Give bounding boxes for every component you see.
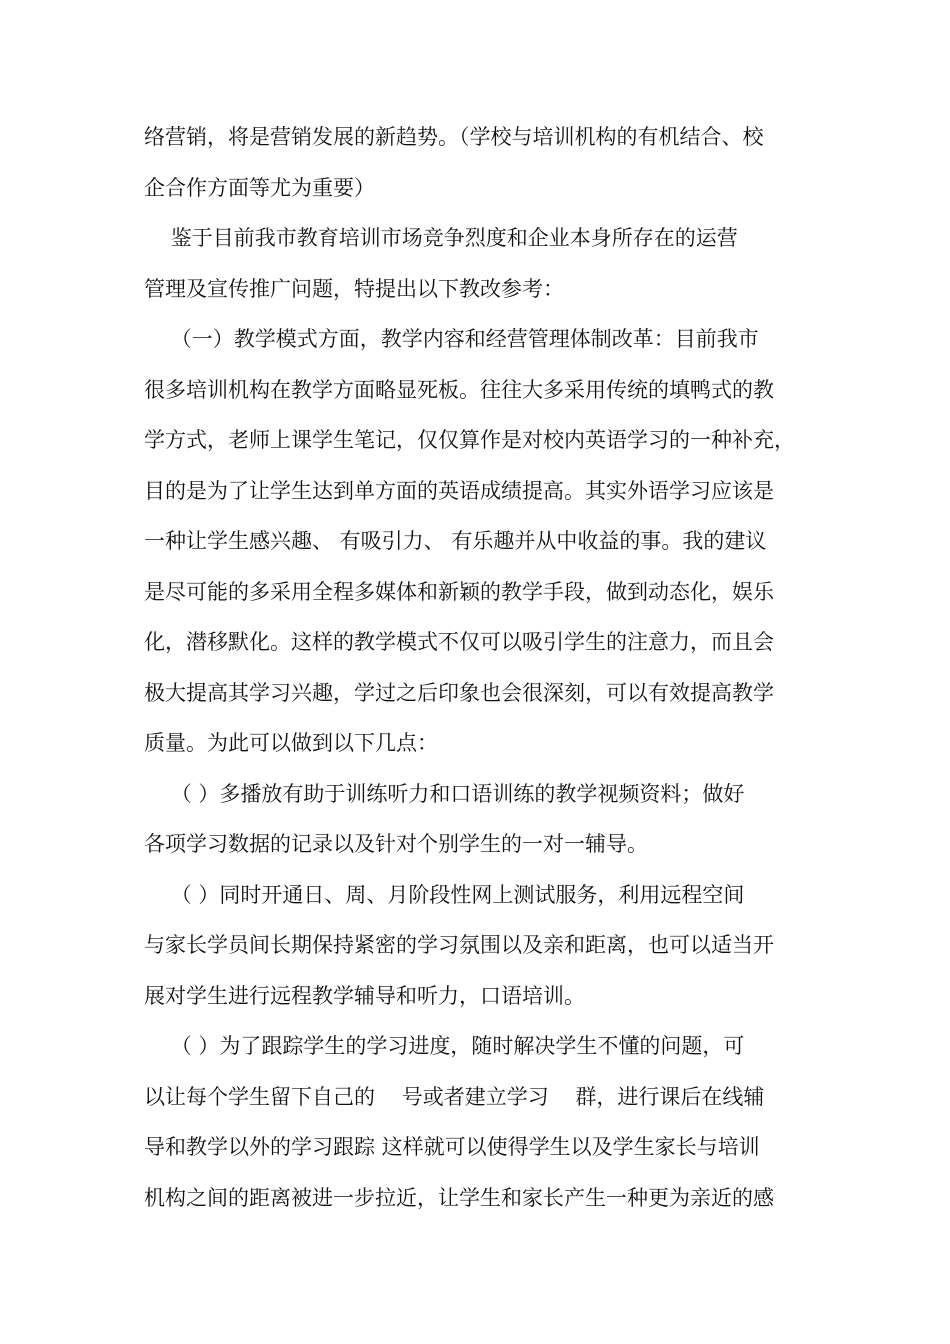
text-line-3: 鉴于目前我市教育培训市场竞争烈度和企业本身所存在的运营 [144,226,738,250]
text-line-14: （ ）多播放有助于训练听力和口语训练的教学视频资料；做好 [144,781,745,806]
text-line-11: 化，潜移默化。这样的教学模式不仅可以吸引学生的注意力，而且会 [144,630,774,654]
text-line-2: 企合作方面等尤为重要） [144,175,375,200]
text-line-9: 一种让学生感兴趣、 有吸引力、 有乐趣并从中收益的事。我的建议 [144,529,767,553]
text-line-15: 各项学习数据的记录以及针对个别学生的一对一辅导。 [144,832,648,856]
text-line-8: 目的是为了让学生达到单方面的英语成绩提高。其实外语学习应该是 [144,478,774,503]
text-line-18: 展对学生进行远程教学辅导和听力，口语培训。 [144,983,585,1008]
text-line-1: 络营销，将是营销发展的新趋势。（学校与培训机构的有机结合、校 [144,125,764,149]
body-text [144,116,806,1227]
text-line-7: 学方式，老师上课学生笔记，仅仅算作是对校内英语学习的一种补充， [144,428,795,452]
text-line-5: （一）教学模式方面，教学内容和经营管理体制改革：目前我市 [144,327,759,351]
text-line-12: 极大提高其学习兴趣，学过之后印象也会很深刻，可以有效提高教学 [144,680,774,705]
text-line-10: 是尽可能的多采用全程多媒体和新颖的教学手段，做到动态化，娱乐 [144,579,774,604]
text-line-19: （ ）为了跟踪学生的学习进度，随时解决学生不懂的问题，可 [144,1034,745,1058]
text-line-16: （ ）同时开通日、周、月阶段性网上测试服务，利用远程空间 [144,882,745,907]
text-line-20: 以让每个学生留下自己的 号或者建立学习 群，进行课后在线辅 [144,1084,765,1109]
text-line-6: 很多培训机构在教学方面略显死板。往往大多采用传统的填鸭式的教 [144,377,774,402]
text-line-13: 质量。为此可以做到以下几点： [144,731,438,755]
text-line-17: 与家长学员间长期保持紧密的学习氛围以及亲和距离，也可以适当开 [144,933,774,957]
text-line-21: 导和教学以外的学习跟踪 这样就可以使得学生以及学生家长与培训 [144,1135,760,1159]
text-line-4: 管理及宣传推广问题，特提出以下教改参考： [144,276,564,301]
text-line-22: 机构之间的距离被进一步拉近，让学生和家长产生一种更为亲近的感 [144,1185,774,1210]
